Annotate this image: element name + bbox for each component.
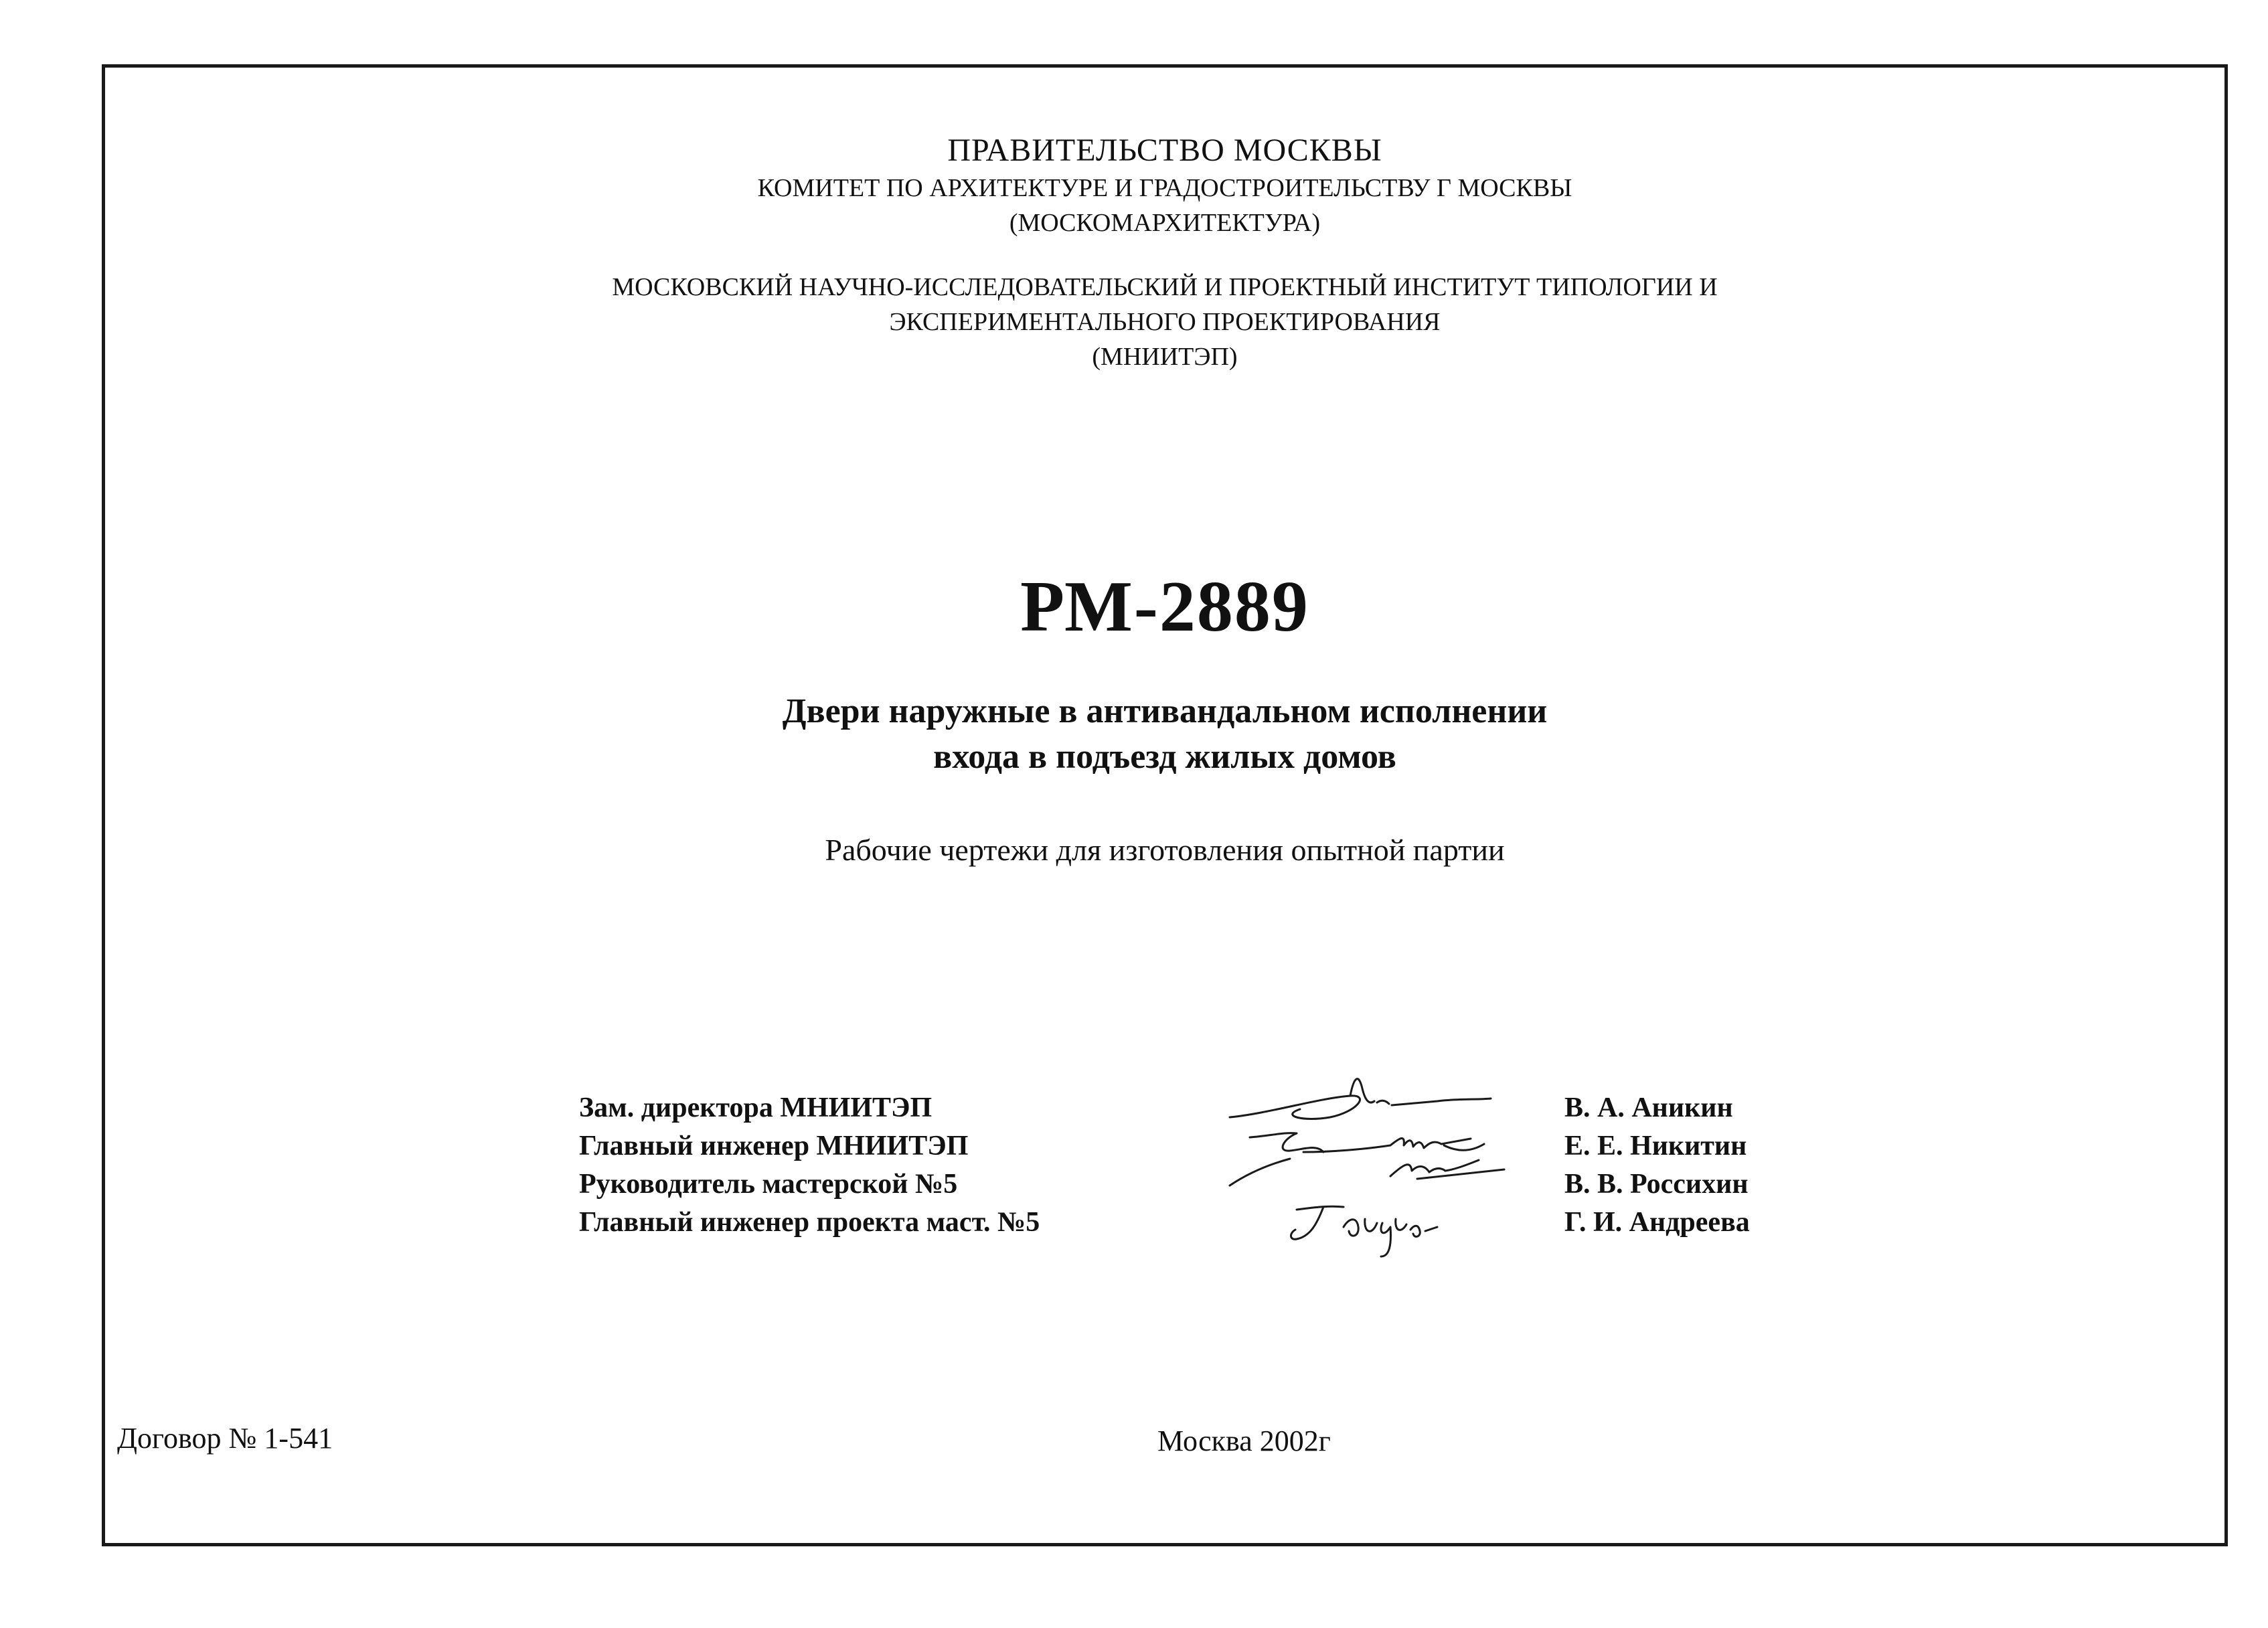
approval-name: В. А. Аникин: [1564, 1092, 1733, 1123]
signature-rossikhin: [1390, 1160, 1504, 1179]
approval-role: Главный инженер проекта маст. №5: [579, 1207, 1040, 1238]
institute-name-line1: МОСКОВСКИЙ НАУЧНО-ИССЛЕДОВАТЕЛЬСКИЙ И ПРОЕКТНЫЙ ИНСТИТУТ ТИПОЛОГИИ И: [612, 273, 1718, 301]
approval-role: Зам. директора МНИИТЭП: [579, 1092, 933, 1123]
document-subtitle: Рабочие чертежи для изготовления опытной партии: [825, 833, 1505, 867]
committee-block: [105, 171, 2224, 240]
signature-nikitin: [1230, 1133, 1484, 1186]
committee-name: КОМИТЕТ ПО АРХИТЕКТУРЕ И ГРАДОСТРОИТЕЛЬСТВУ Г МОСКВЫ: [757, 174, 1572, 202]
city-year: Москва 2002г: [1157, 1424, 1331, 1457]
approval-roles: [579, 1089, 1040, 1242]
signature-andreeva: [1291, 1206, 1437, 1256]
approval-role: Главный инженер МНИИТЭП: [579, 1131, 969, 1161]
title-sheet-frame: [102, 64, 2228, 1546]
approval-role: Руководитель мастерской №5: [579, 1169, 958, 1200]
approval-name: В. В. Россихин: [1564, 1169, 1749, 1200]
government-heading: ПРАВИТЕЛЬСТВО МОСКВЫ: [947, 133, 1382, 168]
approval-names: [1564, 1089, 1750, 1242]
approval-name: Г. И. Андреева: [1564, 1207, 1750, 1238]
document-title-line2: входа в подъезд жилых домов: [933, 738, 1396, 776]
institute-abbreviation: (МНИИТЭП): [1092, 343, 1238, 371]
signature-aniknin: [1230, 1079, 1491, 1119]
signatures-image: [1216, 1052, 1551, 1273]
committee-abbreviation: (МОСКОМАРХИТЕКТУРА): [1009, 209, 1321, 237]
document-code: РМ-2889: [1020, 567, 1309, 647]
institute-name-line2: ЭКСПЕРИМЕНТАЛЬНОГО ПРОЕКТИРОВАНИЯ: [889, 308, 1441, 336]
approval-name: Е. Е. Никитин: [1564, 1131, 1747, 1161]
contract-number: Договор № 1-541: [117, 1422, 333, 1455]
institute-block: [105, 270, 2224, 374]
document-title-line1: Двери наружные в антивандальном исполнении: [782, 692, 1548, 730]
document-title: [105, 689, 2224, 780]
